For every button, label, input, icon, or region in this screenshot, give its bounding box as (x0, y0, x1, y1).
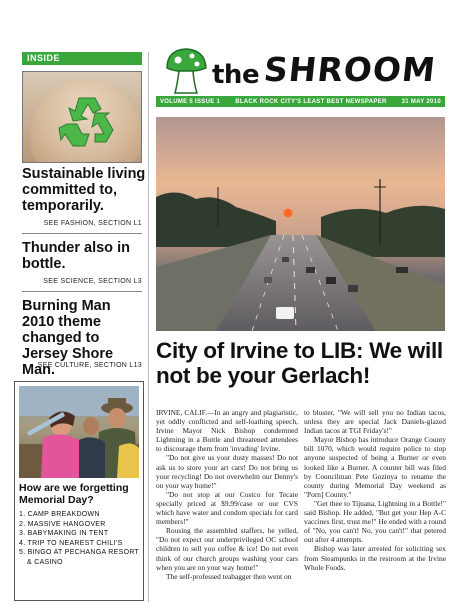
inside-section-label: INSIDE (22, 52, 142, 65)
masthead-info-bar (156, 96, 445, 107)
see-culture-link[interactable]: SEE CULTURE, SECTION L13 (37, 362, 142, 369)
sidebar-divider (22, 291, 142, 292)
memorial-day-list (19, 510, 143, 567)
article-column-1 (156, 408, 298, 581)
sidebar-divider (22, 233, 142, 234)
see-fashion-link[interactable]: SEE FASHION, SECTION L1 (43, 220, 142, 227)
mushroom-logo-icon (163, 46, 209, 96)
thunder-headline[interactable]: Thunder also in bottle. (22, 240, 130, 272)
list-item: 2. MASSIVE HANGOVER (19, 520, 106, 528)
article-paragraph: "Do not stop at our Costco for Tecate specially priced at $9.99/case or our CVS which have water and condom specials for card members!" (156, 489, 298, 527)
freeway-illustration (156, 117, 445, 331)
memorial-day-box (14, 381, 144, 601)
recycle-tattoo-photo (22, 71, 142, 163)
article-headline[interactable]: City of Irvine to LIB: We will not be your Gerlach! (156, 338, 443, 388)
festival-crowd-photo (19, 386, 139, 478)
article-paragraph: The self-professed teabagger then went on (166, 571, 292, 581)
see-science-link[interactable]: SEE SCIENCE, SECTION L3 (43, 278, 142, 285)
article-paragraph: Mayor Bishop has introduce Orange County bill 1070, which would require police to stop anyone suspected of being a Burner or even looked like a Burner. A counter bill was filed by Councilman Pete Gozinya to rename the county during Memorial Day weekend as "Porn] County." (304, 435, 446, 499)
article-paragraph: Bishop was later arrested for soliciting sex from Steampunks in the restroom at the Irvine Whole Foods. (304, 544, 446, 572)
list-item: & CASINO (27, 558, 63, 566)
masthead-title: SHROOM (262, 50, 438, 89)
article-paragraph: Rousing the assembled staffers, he yelled, "Do not expect our underprivileged OC school children to sell you coffee & ice! Do not even think of our church groups washing your cars when you are on your way home!" (156, 526, 298, 572)
memorial-day-title: How are we forgetting Memorial Day? (19, 482, 129, 506)
issue-number: VOLUME 5 ISSUE 1 (160, 98, 221, 105)
column-divider (148, 52, 149, 602)
freeway-sunset-photo (156, 117, 445, 331)
list-item: 4. TRIP TO NEAREST CHILI'S (19, 539, 123, 547)
article-paragraph: "Do not give us your dusty masses! Do not ask us to store your art cars! Do not bring us your recycling! Do not overwhelm our Denny's on your way home!" (156, 453, 298, 490)
burning-man-headline[interactable]: Burning Man 2010 theme changed to Jersey Shore Man. (22, 298, 114, 378)
issue-date: 31 MAY 2010 (401, 98, 441, 105)
sustainable-living-headline[interactable]: Sustainable living committed to, temporarily. (22, 166, 146, 214)
article-paragraph: IRVINE, CALIF.—In an angry and plagiaristic, yet oddly conflicted and self-loathing speech, Irvine Mayor Nick Bishop condemned Lightning in a Bottle and threatened attendees to discourage them from 'invading' Irvine. (156, 408, 298, 454)
newspaper-tagline: BLACK ROCK CITY'S LEAST BEST NEWSPAPER (235, 98, 387, 105)
list-item: 1. CAMP BREAKDOWN (19, 511, 100, 518)
article-paragraph: to bluster, "We will sell you no Indian tacos, unless they are special Jack Daniels-glazed Indian tacos at TGI Friday's!" (304, 408, 446, 436)
masthead-the: the (212, 60, 260, 90)
recycle-icon (57, 94, 117, 152)
article-paragraph: "Get thee to Tijuana, Lightning in a Bottle!" said Bishop. He added, "But get your Hep A-C vaccines first, trust me!" He ended with a round of "No, you can't! No, you can't!" that petered out after 4 attempts. (304, 498, 446, 545)
article-column-2 (304, 408, 446, 572)
crowd-illustration (19, 386, 139, 478)
list-item: 5. BINGO AT PECHANGA RESORT (19, 549, 140, 556)
list-item: 3. BABYMAKING IN TENT (19, 530, 109, 537)
